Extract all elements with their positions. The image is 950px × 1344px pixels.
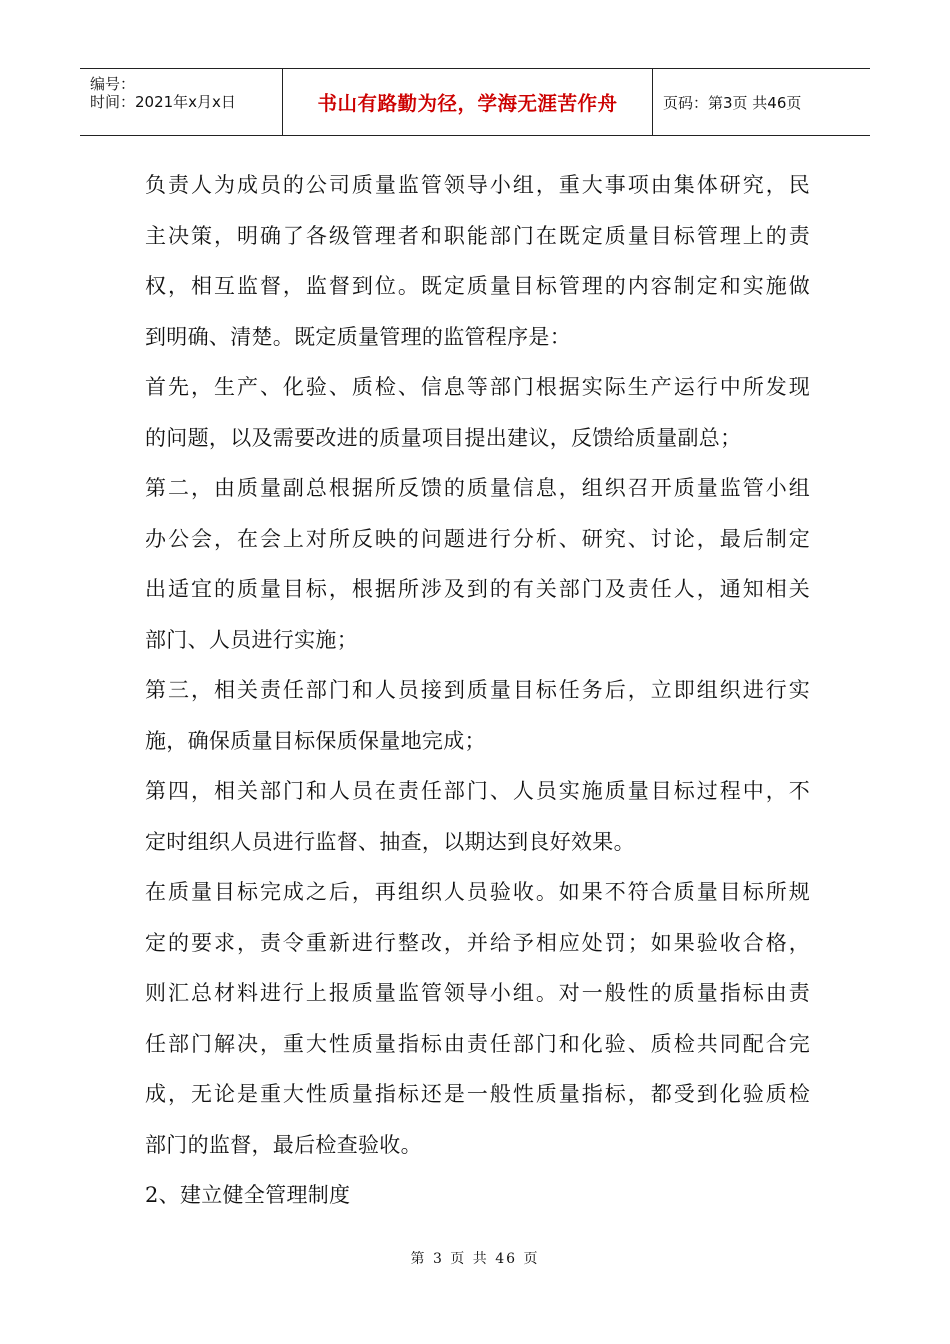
body-line: 办公会，在会上对所反映的问题进行分析、研究、讨论，最后制定 [145,526,810,551]
body-line: 负责人为成员的公司质量监管领导小组，重大事项由集体研究，民 [145,173,810,197]
body-line: 第三，相关责任部门和人员接到质量目标任务后，立即组织进行实 [145,678,810,702]
document-body [145,160,810,1221]
body-line: 定时组织人员进行监督、抽查，以期达到良好效果。 [145,829,635,854]
body-line: 第四，相关部门和人员在责任部门、人员实施质量目标过程中，不 [145,779,810,803]
body-line: 主决策，明确了各级管理者和职能部门在既定质量目标管理上的责 [145,223,810,248]
body-line: 定的要求，责令重新进行整改，并给予相应处罚；如果验收合格， [145,930,810,955]
header-page-info: 页码：第3页 共46页 [663,93,802,112]
page-header [80,68,870,136]
body-line: 成，无论是重大性质量指标还是一般性质量指标，都受到化验质检 [145,1082,810,1106]
header-meta-cell [80,69,283,135]
body-line: 到明确、清楚。既定质量管理的监管程序是： [145,324,571,349]
document-time-label: 时间：2021年x月x日 [90,93,236,111]
document-number-label: 编号： [90,75,136,93]
body-line: 则汇总材料进行上报质量监管领导小组。对一般性的质量指标由责 [145,981,810,1005]
header-motto: 书山有路勤为径，学海无涯苦作舟 [317,92,618,115]
body-line: 部门、人员进行实施； [145,627,358,652]
header-motto-cell [283,69,653,135]
body-line: 任部门解决，重大性质量指标由责任部门和化验、质检共同配合完 [145,1031,810,1056]
page-footer: 第 3 页 共 46 页 [410,1251,540,1267]
body-line: 权，相互监督，监督到位。既定质量目标管理的内容制定和实施做 [145,274,810,298]
body-line: 的问题，以及需要改进的质量项目提出建议，反馈给质量副总； [145,425,742,450]
header-page-cell [653,69,870,135]
body-line: 首先，生产、化验、质检、信息等部门根据实际生产运行中所发现 [145,375,810,399]
body-line: 部门的监督，最后检查验收。 [145,1132,422,1157]
body-line: 在质量目标完成之后，再组织人员验收。如果不符合质量目标所规 [145,880,810,904]
body-line: 第二，由质量副总根据所反馈的质量信息，组织召开质量监管小组 [145,476,810,500]
body-line: 施，确保质量目标保质保量地完成； [145,728,486,753]
body-line: 出适宜的质量目标，根据所涉及到的有关部门及责任人，通知相关 [145,577,810,601]
section-heading: 2、建立健全管理制度 [145,1183,351,1207]
